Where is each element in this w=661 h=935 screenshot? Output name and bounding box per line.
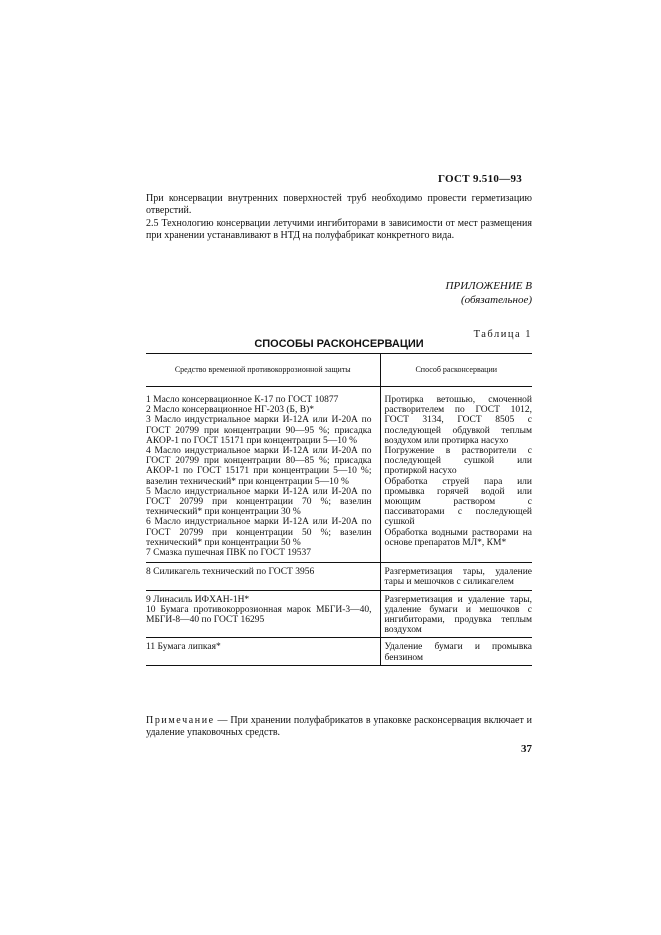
list-item: 6 Масло индустриальное марки И-12А или И-20А по ГОСТ 20799 при концентрации 50 %; вазелин технический* при концентрации 50 % xyxy=(146,517,372,548)
table-cell-protection xyxy=(146,590,380,638)
method-item: Обработка струей пара или промывка горячей водой или моющим раствором с пассиваторами с последующей сушкой xyxy=(384,476,532,528)
method-item: Разгерметизация и удаление тары, удаление бумаги и мешочков с ингибиторами, продувка теплым воздухом xyxy=(384,594,532,636)
method-item: Протирка ветошью, смоченной растворителем по ГОСТ 1012, ГОСТ 3134, ГОСТ 8505 с последующей обдувкой теплым воздухом или протирка насухо xyxy=(384,395,532,446)
method-item: Обработка водными растворами на основе препаратов МЛ*, КМ* xyxy=(384,527,532,548)
list-item: 8 Силикагель технический по ГОСТ 3956 xyxy=(146,567,315,578)
list-item: 4 Масло индустриальное марки И-12А или И-20А по ГОСТ 20799 при концентрации 80—85 %; присадка АКОР-1 по ГОСТ 15171 при концентрации 5—10 %; вазелин технический* при концентрации 5—10 % xyxy=(146,446,372,487)
table-cell-method xyxy=(380,638,532,665)
table-row xyxy=(146,590,532,638)
note-label: Примечание xyxy=(146,715,215,726)
table-cell-protection xyxy=(146,563,380,590)
list-item: 2 Масло консервационное НГ-203 (Б, В)* xyxy=(146,405,315,416)
method-item: Погружение в растворители с последующей сушкой или протиркой насухо xyxy=(384,446,532,477)
list-item: 10 Бумага противокоррозионная марок МБГИ-3—40, МБГИ-8—40 по ГОСТ 16295 xyxy=(146,604,372,626)
table-note xyxy=(146,715,532,739)
method-item: Удаление бумаги и промывка бензином xyxy=(384,642,532,663)
list-item: 3 Масло индустриальное марки И-12А или И-20А по ГОСТ 20799 при концентрации 90—95 %; присадка АКОР-1 по ГОСТ 15171 при концентрации 5—10 % xyxy=(146,415,372,446)
col-header-protection: Средство временной противокоррозионной защиты xyxy=(146,354,380,387)
deconservation-table xyxy=(146,353,532,666)
table-row xyxy=(146,638,532,665)
table-title: СПОСОБЫ РАСКОНСЕРВАЦИИ xyxy=(254,338,424,350)
paragraph-2-5: 2.5 Технологию консервации летучими ингибиторами в зависимости от мест размещения при хранении устанавливают в НТД на полуфабрикат конкретного вида. xyxy=(146,218,532,241)
list-item: 9 Линасиль ИФХАН-1Н* xyxy=(146,594,250,605)
method-item: Разгерметизация тары, удаление тары и мешочков с силикагелем xyxy=(384,567,532,588)
list-item: 11 Бумага липкая* xyxy=(146,642,221,653)
table-cell-method xyxy=(380,387,532,563)
table-header-row xyxy=(146,354,532,387)
page-number: 37 xyxy=(521,743,532,755)
appendix-heading xyxy=(432,279,532,307)
table-row xyxy=(146,563,532,590)
table-cell-method xyxy=(380,590,532,638)
table-label: Таблица 1 xyxy=(473,329,532,340)
table-cell-method xyxy=(380,563,532,590)
list-item: 5 Масло индустриальное марки И-12А или И-20А по ГОСТ 20799 при концентрации 70 %; вазелин технический* при концентрации 30 % xyxy=(146,486,372,518)
list-item: 1 Масло консервационное К-17 по ГОСТ 10877 xyxy=(146,395,339,405)
appendix-label: ПРИЛОЖЕНИЕ В xyxy=(445,280,532,292)
appendix-note: (обязательное) xyxy=(460,294,532,306)
paragraph-pipes: При консервации внутренних поверхностей труб необходимо провести герметизацию отверстий. xyxy=(146,193,532,216)
note-text: — При хранении полуфабрикатов в упаковке расконсервация включает и удаление упаковочных средств. xyxy=(146,715,532,738)
list-item: 7 Смазка пушечная ПВК по ГОСТ 19537 xyxy=(146,548,312,559)
table-cell-protection xyxy=(146,387,380,563)
document-code: ГОСТ 9.510—93 xyxy=(438,173,523,185)
table-cell-protection xyxy=(146,638,380,665)
col-header-method: Способ расконсервации xyxy=(380,354,532,387)
table-row xyxy=(146,387,532,563)
